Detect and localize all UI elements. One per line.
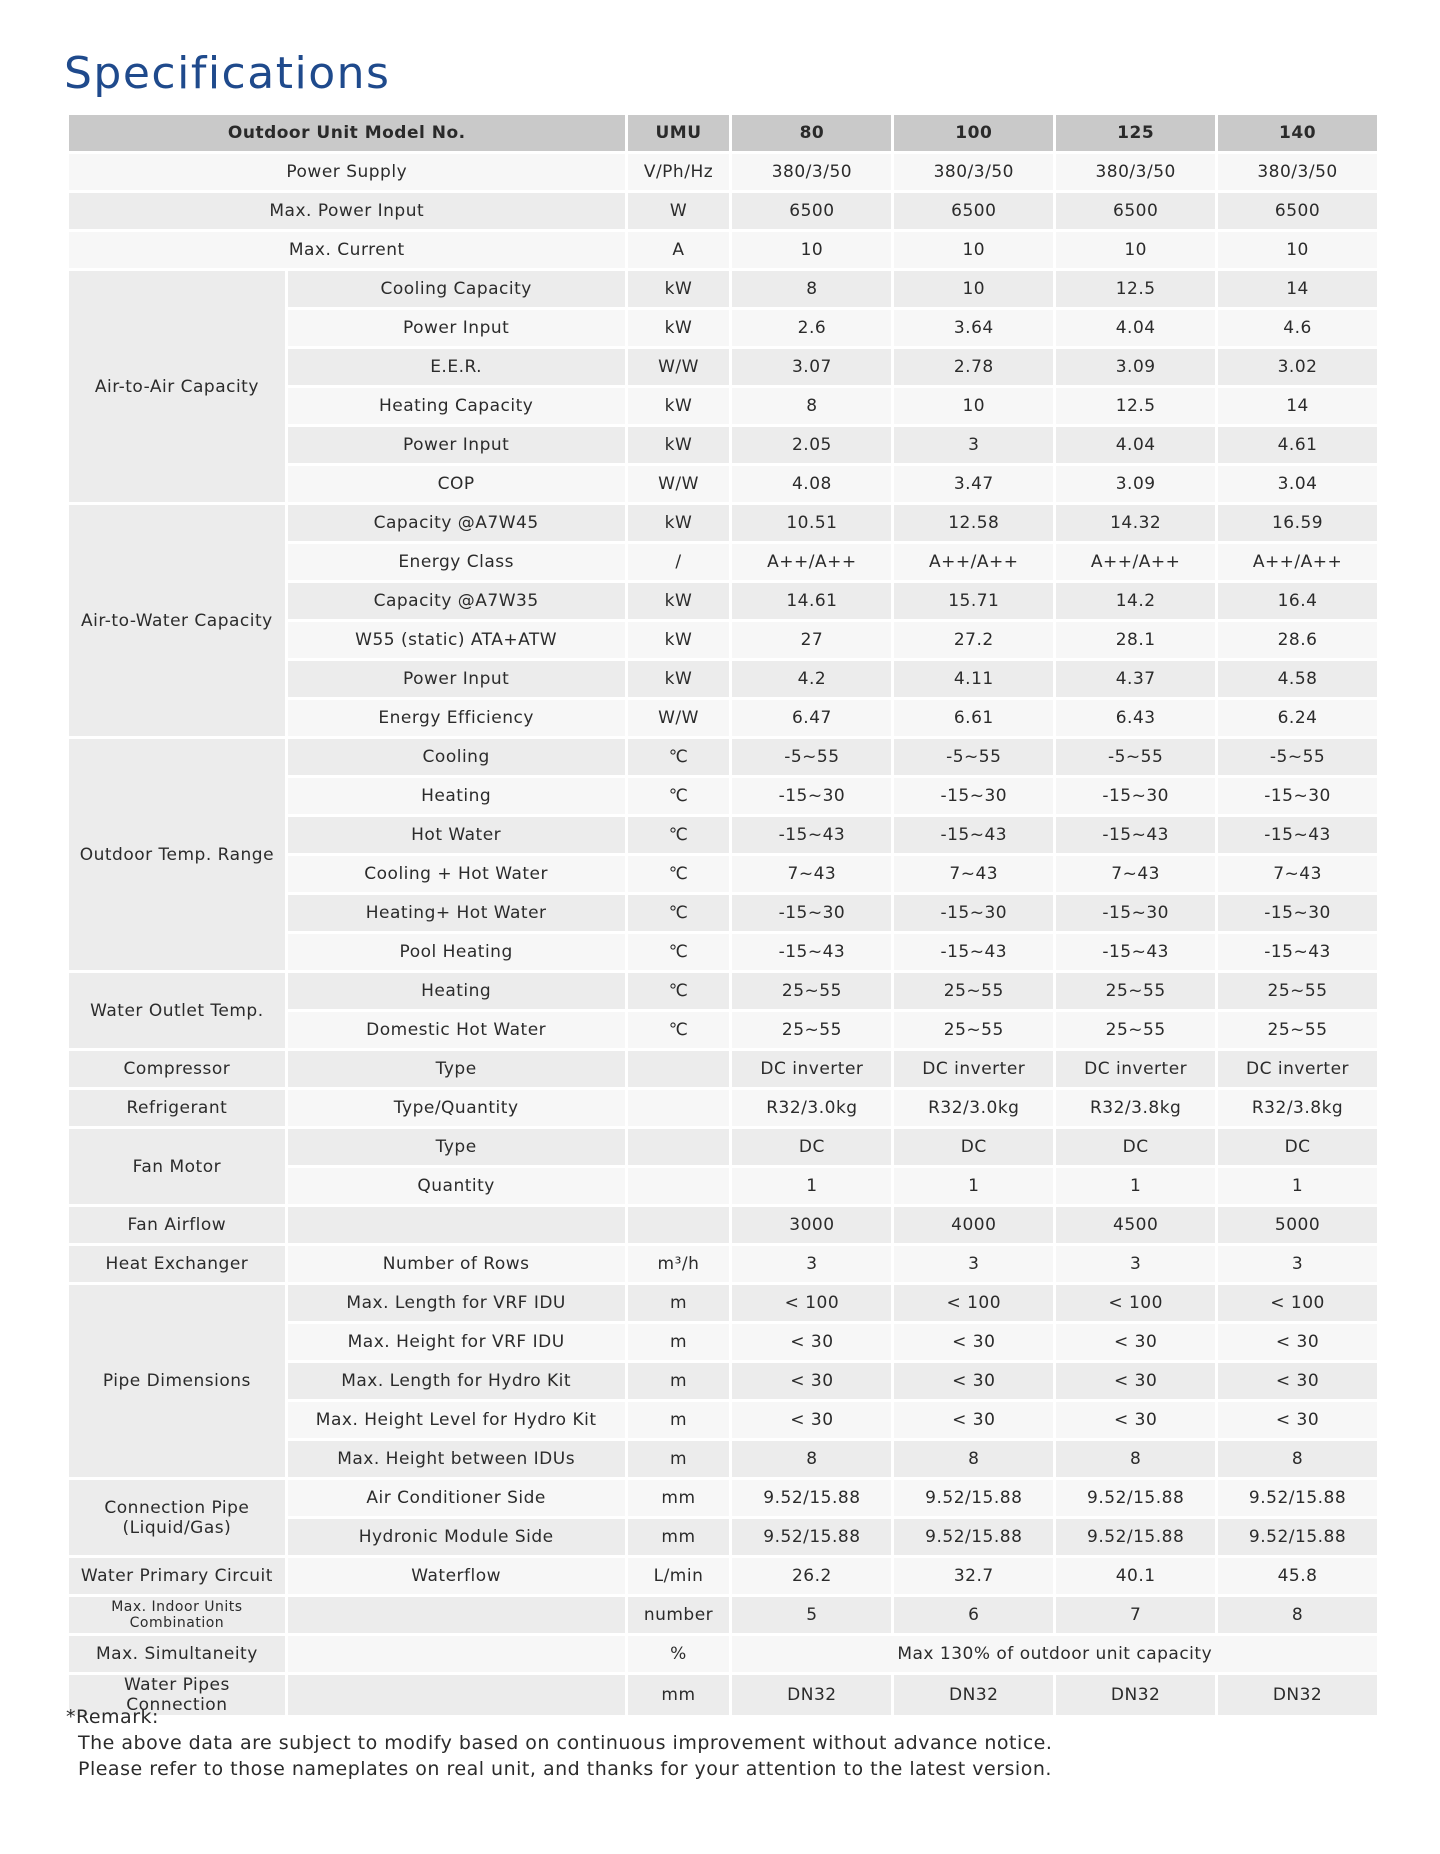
row-value: 9.52/15.88 (732, 1519, 891, 1555)
row-value: 8 (732, 271, 891, 307)
row-value: 380/3/50 (1218, 154, 1377, 190)
row-group-label: Max. Indoor Units Combination (69, 1597, 285, 1633)
row-value: 6.43 (1056, 700, 1215, 736)
row-value: -15~43 (732, 817, 891, 853)
row-unit: ℃ (628, 895, 730, 931)
row-value: 10 (894, 232, 1053, 268)
row-value: 4.2 (732, 661, 891, 697)
row-value: DC inverter (1218, 1051, 1377, 1087)
row-value: 4.11 (894, 661, 1053, 697)
row-value: 8 (732, 1441, 891, 1477)
header-model-125: 125 (1056, 115, 1215, 151)
header-model-no: Outdoor Unit Model No. (69, 115, 625, 151)
row-value: 25~55 (1056, 973, 1215, 1009)
row-value: 45.8 (1218, 1558, 1377, 1594)
table-header-row (69, 115, 1377, 151)
row-value: 9.52/15.88 (1056, 1480, 1215, 1516)
row-item-label: Max. Height Level for Hydro Kit (288, 1402, 625, 1438)
row-value: 25~55 (1056, 1012, 1215, 1048)
row-group-label: Max. Current (69, 232, 625, 268)
row-unit: kW (628, 505, 730, 541)
row-value: 1 (894, 1168, 1053, 1204)
row-unit: ℃ (628, 739, 730, 775)
row-value: 3.09 (1056, 466, 1215, 502)
row-item-label (288, 1636, 625, 1672)
row-unit (628, 1129, 730, 1165)
row-value: 6 (894, 1597, 1053, 1633)
row-value: DC inverter (732, 1051, 891, 1087)
row-value: 25~55 (1218, 1012, 1377, 1048)
row-group-label: Max. Simultaneity (69, 1636, 285, 1672)
row-value: 10 (732, 232, 891, 268)
row-item-label: Power Input (288, 427, 625, 463)
table-row (69, 1090, 1377, 1126)
row-value: 12.5 (1056, 388, 1215, 424)
row-value: 16.4 (1218, 583, 1377, 619)
row-value: 4.04 (1056, 427, 1215, 463)
row-unit: number (628, 1597, 730, 1633)
row-unit: ℃ (628, 817, 730, 853)
row-value: 3 (894, 427, 1053, 463)
row-value: 12.5 (1056, 271, 1215, 307)
row-value: 6.24 (1218, 700, 1377, 736)
row-unit: / (628, 544, 730, 580)
row-value: R32/3.8kg (1056, 1090, 1215, 1126)
row-item-label: Hot Water (288, 817, 625, 853)
row-group-label: Pipe Dimensions (69, 1285, 285, 1477)
row-item-label: COP (288, 466, 625, 502)
row-value: 3000 (732, 1207, 891, 1243)
row-value: -15~43 (894, 934, 1053, 970)
row-unit: % (628, 1636, 730, 1672)
row-value: -15~30 (1218, 895, 1377, 931)
row-value: 5 (732, 1597, 891, 1633)
row-value: 8 (732, 388, 891, 424)
row-value: 4.6 (1218, 310, 1377, 346)
row-group-label: Outdoor Temp. Range (69, 739, 285, 970)
row-value: < 30 (894, 1324, 1053, 1360)
row-value: -15~43 (1218, 934, 1377, 970)
row-value: 6500 (1218, 193, 1377, 229)
row-unit: W/W (628, 700, 730, 736)
row-group-label: Refrigerant (69, 1090, 285, 1126)
row-value: 4.04 (1056, 310, 1215, 346)
row-value: 10 (894, 271, 1053, 307)
row-value: < 30 (732, 1402, 891, 1438)
row-value: DC (894, 1129, 1053, 1165)
row-item-label: Type (288, 1051, 625, 1087)
row-item-label: Heating Capacity (288, 388, 625, 424)
row-value: 3.02 (1218, 349, 1377, 385)
row-value: A++/A++ (732, 544, 891, 580)
row-group-label: Fan Airflow (69, 1207, 285, 1243)
row-group-label: Heat Exchanger (69, 1246, 285, 1282)
row-value: DC (732, 1129, 891, 1165)
row-value: < 30 (1056, 1324, 1215, 1360)
row-value: < 100 (1218, 1285, 1377, 1321)
row-item-label: Cooling (288, 739, 625, 775)
row-value: 6500 (732, 193, 891, 229)
row-value: 7~43 (1056, 856, 1215, 892)
row-value: 1 (1218, 1168, 1377, 1204)
row-value: 2.05 (732, 427, 891, 463)
row-value: 7~43 (732, 856, 891, 892)
row-unit: mm (628, 1519, 730, 1555)
row-value: R32/3.8kg (1218, 1090, 1377, 1126)
row-unit: W/W (628, 349, 730, 385)
row-value: 15.71 (894, 583, 1053, 619)
row-unit: A (628, 232, 730, 268)
row-unit: m³/h (628, 1246, 730, 1282)
row-value: -5~55 (894, 739, 1053, 775)
row-unit: kW (628, 583, 730, 619)
row-item-label: Power Input (288, 661, 625, 697)
table-row (69, 193, 1377, 229)
row-item-label: Domestic Hot Water (288, 1012, 625, 1048)
row-item-label (288, 1207, 625, 1243)
row-unit: ℃ (628, 1012, 730, 1048)
row-unit: ℃ (628, 778, 730, 814)
row-value: 380/3/50 (732, 154, 891, 190)
row-value: 4000 (894, 1207, 1053, 1243)
row-value: < 30 (732, 1324, 891, 1360)
row-value: 6500 (894, 193, 1053, 229)
row-value: 27 (732, 622, 891, 658)
row-group-label: Water Outlet Temp. (69, 973, 285, 1048)
row-item-label: W55 (static) ATA+ATW (288, 622, 625, 658)
row-item-label: Air Conditioner Side (288, 1480, 625, 1516)
remark-block (66, 1704, 1052, 1782)
row-group-label: Water Primary Circuit (69, 1558, 285, 1594)
row-value: DC (1218, 1129, 1377, 1165)
row-group-label: Connection Pipe (Liquid/Gas) (69, 1480, 285, 1555)
row-value: 9.52/15.88 (732, 1480, 891, 1516)
row-value: < 100 (1056, 1285, 1215, 1321)
row-unit: kW (628, 388, 730, 424)
row-value: 9.52/15.88 (1056, 1519, 1215, 1555)
row-unit: kW (628, 310, 730, 346)
row-value: 10 (894, 388, 1053, 424)
row-value: 1 (732, 1168, 891, 1204)
row-value: 4500 (1056, 1207, 1215, 1243)
row-value: -15~30 (732, 895, 891, 931)
row-item-label: Type/Quantity (288, 1090, 625, 1126)
row-value: -15~30 (894, 895, 1053, 931)
row-value: -15~43 (894, 817, 1053, 853)
row-item-label: Capacity @A7W35 (288, 583, 625, 619)
row-value: 3 (894, 1246, 1053, 1282)
row-item-label: Max. Height for VRF IDU (288, 1324, 625, 1360)
row-group-label: Power Supply (69, 154, 625, 190)
row-unit (628, 1090, 730, 1126)
table-row (69, 1129, 1377, 1165)
row-group-label: Air-to-Water Capacity (69, 505, 285, 736)
remark-heading: *Remark: (66, 1706, 159, 1728)
row-value: 3.07 (732, 349, 891, 385)
row-value: 7 (1056, 1597, 1215, 1633)
row-value: 5000 (1218, 1207, 1377, 1243)
row-unit: ℃ (628, 856, 730, 892)
row-value: < 100 (894, 1285, 1053, 1321)
row-unit: kW (628, 271, 730, 307)
row-item-label: Number of Rows (288, 1246, 625, 1282)
row-value: 9.52/15.88 (1218, 1519, 1377, 1555)
specifications-table (66, 112, 1380, 1718)
row-value: 6500 (1056, 193, 1215, 229)
row-unit: mm (628, 1480, 730, 1516)
row-value: < 30 (1218, 1402, 1377, 1438)
row-unit: m (628, 1402, 730, 1438)
row-value: 3 (732, 1246, 891, 1282)
row-value: 26.2 (732, 1558, 891, 1594)
row-unit: kW (628, 622, 730, 658)
table-row (69, 505, 1377, 541)
row-value: < 30 (894, 1402, 1053, 1438)
row-unit (628, 1051, 730, 1087)
remark-line: Please refer to those nameplates on real unit, and thanks for your attention to the latest version. (78, 1758, 1052, 1780)
row-value: -15~30 (1218, 778, 1377, 814)
row-value: < 30 (1056, 1402, 1215, 1438)
row-value: -15~43 (1218, 817, 1377, 853)
row-item-label: Waterflow (288, 1558, 625, 1594)
row-value: DN32 (732, 1675, 891, 1715)
row-unit: kW (628, 427, 730, 463)
row-value: -15~30 (1056, 895, 1215, 931)
row-group-label: Fan Motor (69, 1129, 285, 1204)
row-value: 3.64 (894, 310, 1053, 346)
row-value: 28.1 (1056, 622, 1215, 658)
row-unit: ℃ (628, 973, 730, 1009)
row-value: -5~55 (1056, 739, 1215, 775)
row-value: < 100 (732, 1285, 891, 1321)
row-value: 25~55 (732, 973, 891, 1009)
row-value: 3 (1056, 1246, 1215, 1282)
row-value: 14.2 (1056, 583, 1215, 619)
row-value: -5~55 (732, 739, 891, 775)
row-value: 32.7 (894, 1558, 1053, 1594)
table-row (69, 1636, 1377, 1672)
row-item-label: Max. Length for VRF IDU (288, 1285, 625, 1321)
row-value: 8 (1218, 1597, 1377, 1633)
row-value: -15~43 (1056, 817, 1215, 853)
row-unit: m (628, 1324, 730, 1360)
row-value: 12.58 (894, 505, 1053, 541)
table-row (69, 1051, 1377, 1087)
row-value: 3.09 (1056, 349, 1215, 385)
row-group-label: Max. Power Input (69, 193, 625, 229)
table-row (69, 1285, 1377, 1321)
row-group-label: Air-to-Air Capacity (69, 271, 285, 502)
row-group-label: Water Pipes Connection (69, 1675, 285, 1715)
row-value: 8 (1218, 1441, 1377, 1477)
row-value: 4.58 (1218, 661, 1377, 697)
row-value: R32/3.0kg (894, 1090, 1053, 1126)
row-value: 380/3/50 (894, 154, 1053, 190)
row-unit: ℃ (628, 934, 730, 970)
row-unit: mm (628, 1675, 730, 1715)
row-value: 9.52/15.88 (894, 1480, 1053, 1516)
row-value: 14.32 (1056, 505, 1215, 541)
row-value: 14 (1218, 271, 1377, 307)
row-value: < 30 (1056, 1363, 1215, 1399)
row-item-label: Hydronic Module Side (288, 1519, 625, 1555)
row-value: -15~30 (732, 778, 891, 814)
row-value: R32/3.0kg (732, 1090, 891, 1126)
remark-line: The above data are subject to modify based on continuous improvement without advance notice. (78, 1732, 1053, 1754)
row-item-label: Heating (288, 778, 625, 814)
row-item-label: Cooling Capacity (288, 271, 625, 307)
row-value: -5~55 (1218, 739, 1377, 775)
table-row (69, 1207, 1377, 1243)
row-value: -15~30 (1056, 778, 1215, 814)
row-value: DN32 (1218, 1675, 1377, 1715)
page-title: Specifications (64, 48, 391, 99)
row-item-label: E.E.R. (288, 349, 625, 385)
row-value: 10 (1218, 232, 1377, 268)
row-item-label: Power Input (288, 310, 625, 346)
header-unit: UMU (628, 115, 730, 151)
row-unit: m (628, 1441, 730, 1477)
row-value: 9.52/15.88 (894, 1519, 1053, 1555)
table-row (69, 1597, 1377, 1633)
row-value: 3 (1218, 1246, 1377, 1282)
row-value: A++/A++ (894, 544, 1053, 580)
row-value: 380/3/50 (1056, 154, 1215, 190)
row-unit: kW (628, 661, 730, 697)
row-unit (628, 1168, 730, 1204)
row-item-label: Cooling + Hot Water (288, 856, 625, 892)
row-value: 10 (1056, 232, 1215, 268)
row-value: 14 (1218, 388, 1377, 424)
table-row (69, 973, 1377, 1009)
row-value: 25~55 (732, 1012, 891, 1048)
row-value: 4.37 (1056, 661, 1215, 697)
row-value: DC (1056, 1129, 1215, 1165)
row-item-label: Energy Efficiency (288, 700, 625, 736)
row-value: 3.04 (1218, 466, 1377, 502)
row-value: 6.47 (732, 700, 891, 736)
row-item-label: Pool Heating (288, 934, 625, 970)
row-value: -15~30 (894, 778, 1053, 814)
row-value: 8 (1056, 1441, 1215, 1477)
header-model-100: 100 (894, 115, 1053, 151)
row-value: 27.2 (894, 622, 1053, 658)
row-unit: V/Ph/Hz (628, 154, 730, 190)
row-value: 1 (1056, 1168, 1215, 1204)
row-value: DC inverter (1056, 1051, 1215, 1087)
row-unit: W (628, 193, 730, 229)
row-value: A++/A++ (1218, 544, 1377, 580)
row-item-label: Heating (288, 973, 625, 1009)
row-unit: L/min (628, 1558, 730, 1594)
row-value: 40.1 (1056, 1558, 1215, 1594)
row-item-label: Energy Class (288, 544, 625, 580)
table-body (69, 154, 1377, 1715)
row-value: 9.52/15.88 (1218, 1480, 1377, 1516)
table-row (69, 271, 1377, 307)
row-item-label: Type (288, 1129, 625, 1165)
row-value: < 30 (732, 1363, 891, 1399)
row-value: -15~43 (1056, 934, 1215, 970)
row-value: 14.61 (732, 583, 891, 619)
table-row (69, 1246, 1377, 1282)
row-item-label: Heating+ Hot Water (288, 895, 625, 931)
row-item-label: Max. Length for Hydro Kit (288, 1363, 625, 1399)
header-model-80: 80 (732, 115, 891, 151)
row-item-label (288, 1597, 625, 1633)
row-item-label: Capacity @A7W45 (288, 505, 625, 541)
row-value: DN32 (894, 1675, 1053, 1715)
row-value: 10.51 (732, 505, 891, 541)
row-value: 8 (894, 1441, 1053, 1477)
row-value: 25~55 (894, 1012, 1053, 1048)
row-unit (628, 1207, 730, 1243)
row-value: 25~55 (894, 973, 1053, 1009)
row-unit: W/W (628, 466, 730, 502)
row-value: 4.08 (732, 466, 891, 502)
row-item-label: Quantity (288, 1168, 625, 1204)
row-item-label: Max. Height between IDUs (288, 1441, 625, 1477)
row-merged-value: Max 130% of outdoor unit capacity (732, 1636, 1377, 1672)
table-row (69, 154, 1377, 190)
row-value: < 30 (894, 1363, 1053, 1399)
table-row (69, 739, 1377, 775)
row-value: < 30 (1218, 1324, 1377, 1360)
row-value: 25~55 (1218, 973, 1377, 1009)
row-value: 28.6 (1218, 622, 1377, 658)
row-value: 16.59 (1218, 505, 1377, 541)
header-model-140: 140 (1218, 115, 1377, 151)
row-group-label: Compressor (69, 1051, 285, 1087)
row-value: < 30 (1218, 1363, 1377, 1399)
row-value: 7~43 (1218, 856, 1377, 892)
row-value: 7~43 (894, 856, 1053, 892)
row-value: 2.6 (732, 310, 891, 346)
row-value: 3.47 (894, 466, 1053, 502)
row-unit: m (628, 1363, 730, 1399)
table-row (69, 232, 1377, 268)
row-unit: m (628, 1285, 730, 1321)
row-value: DN32 (1056, 1675, 1215, 1715)
row-value: 2.78 (894, 349, 1053, 385)
row-value: -15~43 (732, 934, 891, 970)
row-value: DC inverter (894, 1051, 1053, 1087)
row-value: A++/A++ (1056, 544, 1215, 580)
row-value: 6.61 (894, 700, 1053, 736)
table-row (69, 1558, 1377, 1594)
table-row (69, 1480, 1377, 1516)
row-value: 4.61 (1218, 427, 1377, 463)
